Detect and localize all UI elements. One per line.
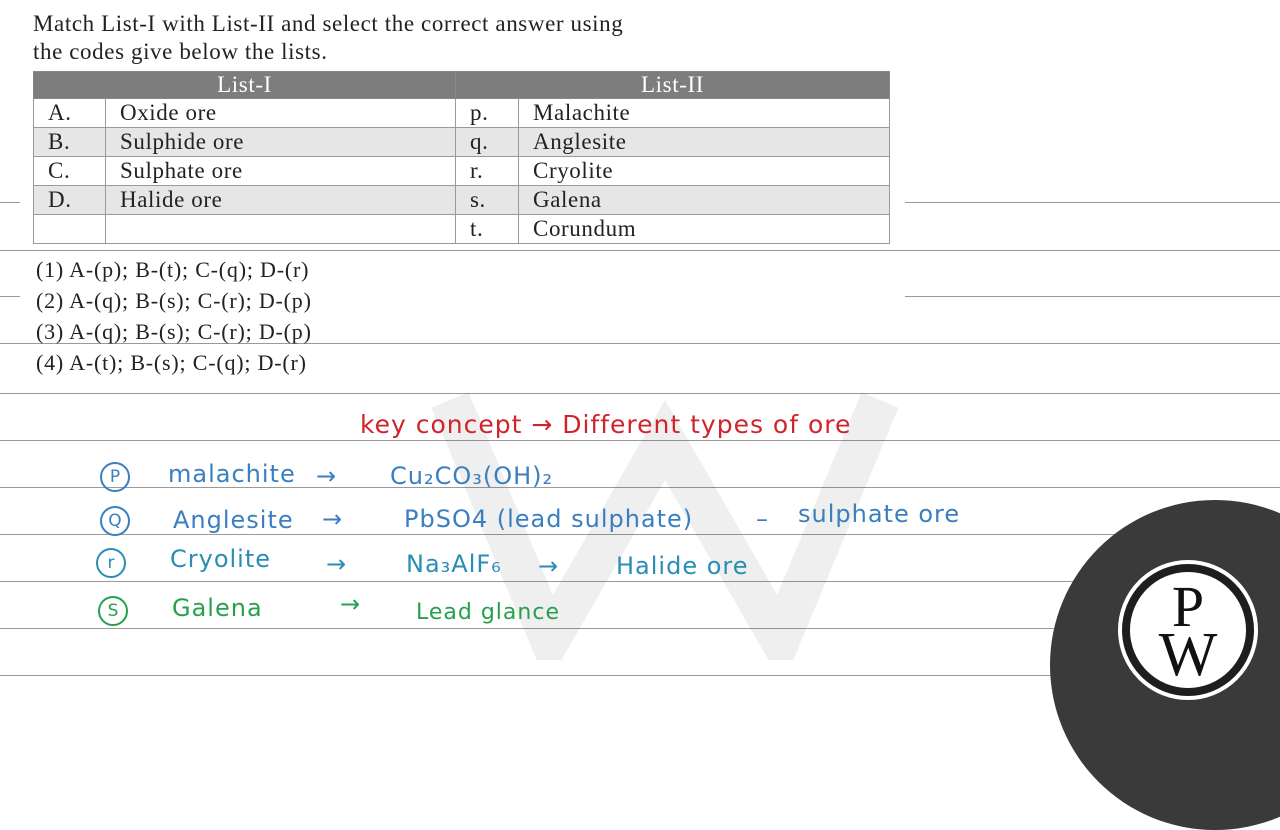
table-row: [34, 186, 890, 215]
note-q-name: Anglesite: [173, 506, 294, 534]
list-1-value: Sulphate ore: [106, 157, 456, 186]
mark-s: S: [98, 596, 128, 626]
mark-q: Q: [100, 506, 130, 536]
mark-r: r: [96, 548, 126, 578]
list-2-value: Corundum: [519, 215, 890, 244]
list-1-key: C.: [34, 157, 106, 186]
question-text: [33, 10, 903, 66]
logo-letter-w: W: [1158, 621, 1218, 689]
option-3[interactable]: (3) A-(q); B-(s); C-(r); D-(p): [36, 319, 312, 344]
note-r-formula: Na₃AlF₆: [406, 550, 502, 578]
option-4[interactable]: (4) A-(t); B-(s); C-(q); D-(r): [36, 350, 307, 375]
list-1-value: Halide ore: [106, 186, 456, 215]
list-2-key: s.: [456, 186, 519, 215]
key-concept-note: key concept → Different types of ore: [360, 410, 852, 439]
arrow-p: →: [316, 462, 338, 490]
list-2-key: t.: [456, 215, 519, 244]
pw-logo[interactable]: [1118, 560, 1258, 700]
list-2-value: Cryolite: [519, 157, 890, 186]
list-1-value: [106, 215, 456, 244]
match-table: [33, 71, 890, 244]
table-row: [34, 157, 890, 186]
arrow-r: →: [326, 550, 348, 578]
list-1-key: D.: [34, 186, 106, 215]
list-1-key: B.: [34, 128, 106, 157]
logo-inner: [1130, 572, 1246, 688]
note-r-name: Cryolite: [170, 545, 272, 573]
ruled-line: [905, 202, 1280, 203]
note-s-type: Lead glance: [416, 600, 560, 625]
list-2-key: r.: [456, 157, 519, 186]
logo-letter-p: P: [1171, 574, 1205, 639]
question-line-1: Match List-I with List-II and select the correct answer using: [33, 11, 624, 36]
list-2-value: Malachite: [519, 99, 890, 128]
ruled-line: [0, 296, 20, 297]
note-q-type: sulphate ore: [798, 500, 961, 528]
answer-options: [36, 254, 312, 378]
table-row: [34, 128, 890, 157]
table-row: [34, 215, 890, 244]
dash-q: –: [756, 505, 769, 533]
list-1-header: List-I: [34, 72, 456, 99]
list-2-key: p.: [456, 99, 519, 128]
ruled-line: [0, 250, 1280, 251]
ruled-line: [0, 202, 20, 203]
list-1-key: A.: [34, 99, 106, 128]
option-1[interactable]: (1) A-(p); B-(t); C-(q); D-(r): [36, 257, 310, 282]
arrow-r-2: →: [538, 552, 560, 580]
question-line-2: the codes give below the lists.: [33, 39, 328, 64]
table-row: [34, 99, 890, 128]
list-2-key: q.: [456, 128, 519, 157]
option-2[interactable]: (2) A-(q); B-(s); C-(r); D-(p): [36, 288, 312, 313]
list-2-value: Anglesite: [519, 128, 890, 157]
arrow-s: →: [340, 590, 362, 618]
table-header-row: [34, 72, 890, 99]
note-s-name: Galena: [172, 594, 263, 622]
note-p-formula: Cu₂CO₃(OH)₂: [390, 462, 554, 490]
mark-p: P: [100, 462, 130, 492]
note-q-formula: PbSO4 (lead sulphate): [404, 505, 694, 533]
list-2-value: Galena: [519, 186, 890, 215]
list-2-header: List-II: [456, 72, 890, 99]
list-1-key: [34, 215, 106, 244]
ruled-line: [905, 296, 1280, 297]
arrow-q: →: [322, 505, 344, 533]
note-r-type: Halide ore: [616, 552, 749, 580]
list-1-value: Oxide ore: [106, 99, 456, 128]
list-1-value: Sulphide ore: [106, 128, 456, 157]
note-p-name: malachite: [168, 460, 296, 488]
